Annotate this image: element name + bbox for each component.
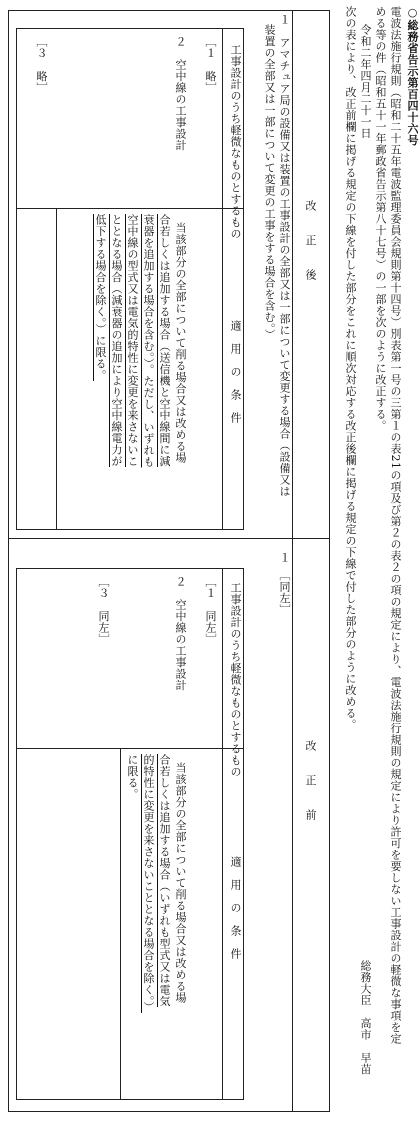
before-inner-column-divider	[16, 748, 243, 749]
notice-instruction: 次の表により、改正前欄に掲げる規定の下線を付した部分をこれに順次対応する改正後欄に掲げる規定の下線で付した部分のように改める。	[344, 6, 357, 731]
after-inner-header-divider	[222, 28, 223, 529]
before-header: 改 正 前	[304, 740, 317, 821]
before-row3-divider	[120, 748, 121, 1099]
before-item1: １ ［同左］	[278, 552, 291, 616]
before-inner-table	[16, 568, 244, 1100]
after-row2-cond-5: ととなる場合（減衰器の追加により空中線電力が	[110, 214, 123, 467]
before-inner-header-divider	[222, 568, 223, 1099]
after-row3-divider	[56, 208, 57, 529]
notice-signer: 総務大臣 高市 早苗	[359, 960, 372, 1075]
notice-intro-line-1: 電波法施行規則（昭和二十五年電波監理委員会規則第十四号）別表第一号の三第１の表21の項及び第２の表２の項の規定により、電波法施行規則の規定により許可を要しない工事設計の軽微な事項を定	[389, 6, 402, 1045]
after-row2-cond-3: 衰器を追加する場合を含む。）。ただし、いずれも	[142, 214, 155, 468]
after-col-left-header: 工事設計のうち軽微なものとするもの	[229, 44, 242, 240]
after-row2-cond-2: 合若しくは追加する場合（送信機と空中線間に減	[158, 214, 171, 467]
after-item1-line-2: 装置の全部又は一部について変更の工事をする場合を含む。）	[263, 24, 276, 341]
before-col-right-header: 適 用 の 条 件	[229, 856, 242, 960]
before-row3: ［３ 同左］	[97, 576, 110, 645]
after-item1-line-1: １ アマチュア局の設備又は装置の工事設計の全部又は一部について変更する場合（設備又は	[278, 14, 291, 497]
after-row2-label: ２ 空中線の工事設計	[174, 36, 187, 151]
after-row1: ［１ 略］	[204, 36, 217, 94]
before-row2-cond-3: 的特性に変更を来さないこととなる場合を除く。）	[142, 754, 155, 1013]
notice-date: 令和二年四月二十一日	[359, 24, 372, 139]
before-row2-cond-1: 当該部分の全部について削る場合又は改める場	[174, 762, 187, 1004]
before-row2-cond-4: に限る。	[126, 754, 139, 800]
after-row2-cond-1: 当該部分の全部について削る場合又は改める場	[174, 222, 187, 464]
before-row2-label: ２ 空中線の工事設計	[174, 576, 187, 691]
after-header: 改 正 後	[304, 200, 317, 281]
before-row2-cond-2: 合若しくは追加する場合（いずれも型式又は電気	[158, 754, 171, 1007]
after-before-divider	[8, 538, 329, 539]
notice-intro-line-2: める等の件（昭和五十一年郵政省告示第八十七号）の一部を次のように改正する。	[374, 6, 387, 432]
header-divider	[292, 10, 293, 1111]
after-row2-cond-4: 空中線の型式又は電気的特性に変更を来さないこ	[126, 214, 139, 467]
before-col-left-header: 工事設計のうち軽微なものとするもの	[229, 582, 242, 778]
notice-title: ○総務省告示第百四十六号	[406, 6, 419, 146]
after-row3: ［３ 略］	[35, 36, 48, 94]
after-col-right-header: 適 用 の 条 件	[229, 320, 242, 424]
after-row2-cond-6: 低下する場合を除く。）に限る。	[94, 214, 107, 381]
before-row1: ［１ 同左］	[204, 576, 217, 645]
